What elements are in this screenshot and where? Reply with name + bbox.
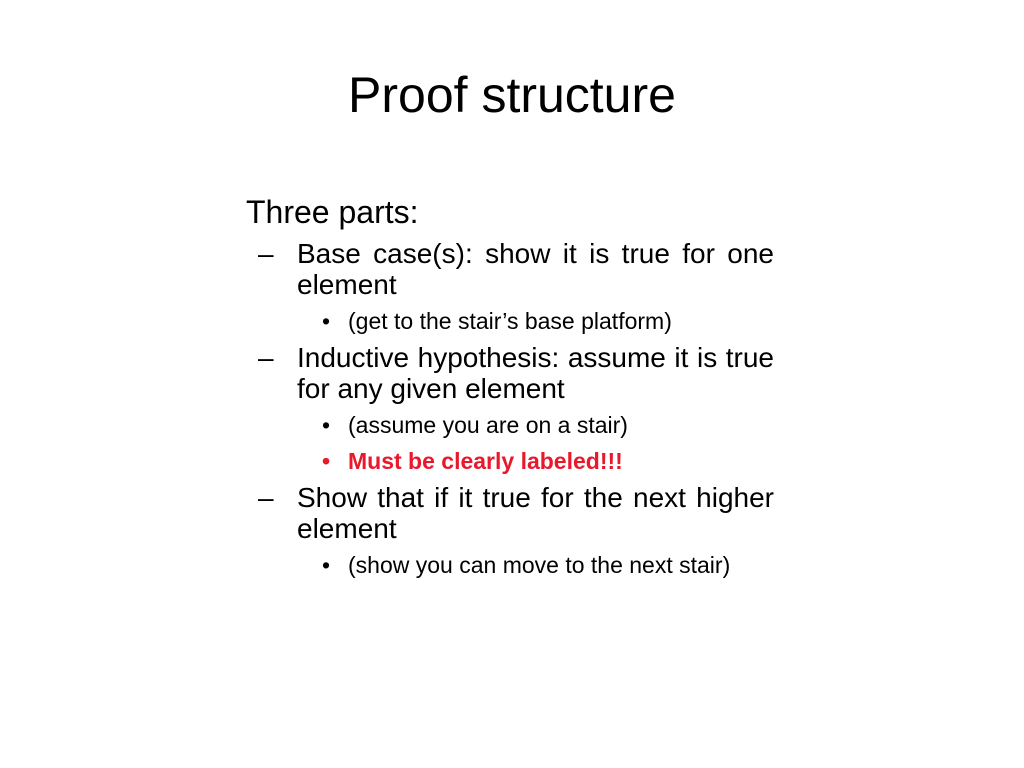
dot-bullet: • xyxy=(322,448,331,474)
slide-title: Proof structure xyxy=(348,67,676,123)
list-item-text: Show that if it true for the next higher element xyxy=(297,482,774,544)
list-item-text: Inductive hypothesis: assume it is true for any given element xyxy=(297,342,774,404)
slide-content xyxy=(246,192,774,580)
sub-list-item xyxy=(246,306,774,336)
dot-bullet: • xyxy=(322,552,331,578)
sub-list-item-text: (assume you are on a stair) xyxy=(348,412,628,438)
sub-list-item xyxy=(246,410,774,440)
dot-bullet: • xyxy=(322,412,331,438)
sub-list-item-emphasis xyxy=(246,446,774,476)
list-item-inductive-hypothesis xyxy=(246,342,774,404)
dash-bullet: – xyxy=(258,342,274,373)
sub-list-item xyxy=(246,550,774,580)
list-item-base-case xyxy=(246,238,774,300)
sub-list-item-text: (show you can move to the next stair) xyxy=(348,552,731,578)
list-item-inductive-step xyxy=(246,482,774,544)
list-item-text: Base case(s): show it is true for one element xyxy=(297,238,774,300)
dash-bullet: – xyxy=(258,238,274,269)
sub-list-item-text: Must be clearly labeled!!! xyxy=(348,448,623,474)
sub-list-item-text: (get to the stair’s base platform) xyxy=(348,308,672,334)
dash-bullet: – xyxy=(258,482,274,513)
content-heading: Three parts: xyxy=(246,194,419,230)
dot-bullet: • xyxy=(322,308,331,334)
